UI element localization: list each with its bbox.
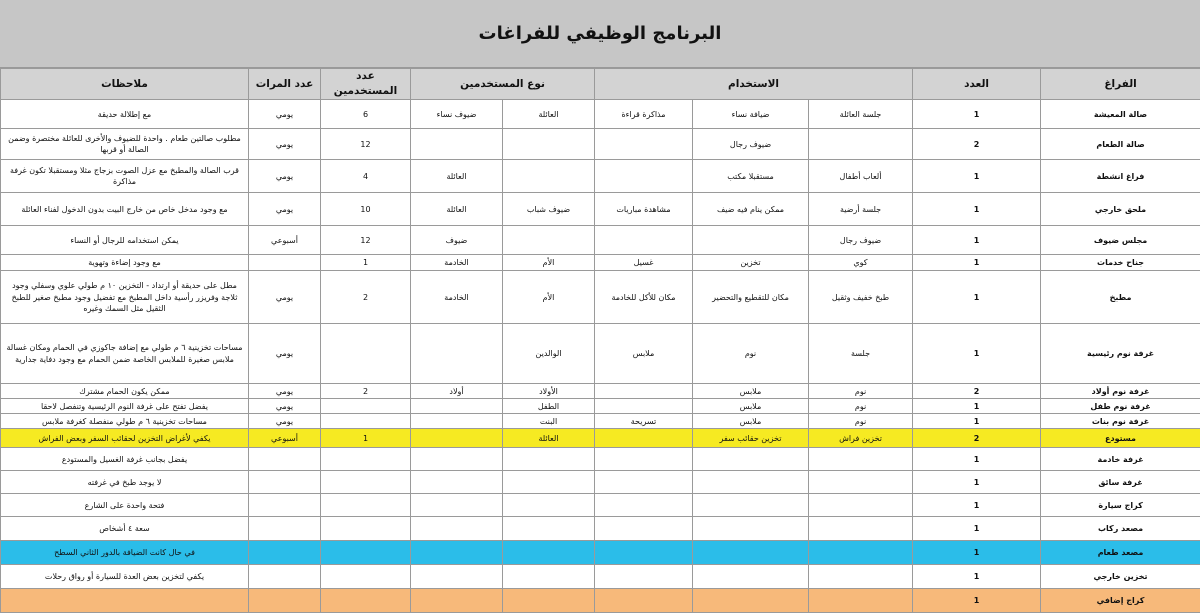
- count-cell: 1: [913, 589, 1041, 613]
- usage-cell: [595, 471, 693, 494]
- user-type-cell: الطفل: [503, 399, 595, 414]
- table-row: [1, 589, 1200, 613]
- count-cell: 1: [913, 399, 1041, 414]
- frequency-cell: [249, 448, 321, 471]
- user-count-cell: [321, 494, 411, 517]
- frequency-cell: يومي: [249, 271, 321, 324]
- header-user-count: عدد المستخدمين: [321, 69, 411, 100]
- user-type-cell: [503, 129, 595, 160]
- usage-cell: [693, 589, 809, 613]
- table-row: [1, 193, 1200, 226]
- space-cell: مصعد طعام: [1041, 541, 1200, 565]
- space-cell: غرفة خادمة: [1041, 448, 1200, 471]
- notes-cell: قرب الصالة والمطبخ مع عزل الصوت بزجاج مثلا ومستقبلا تكون غرفة مذاكرة: [1, 160, 249, 193]
- user-type-cell: [411, 565, 503, 589]
- table-row: [1, 160, 1200, 193]
- count-cell: 1: [913, 324, 1041, 384]
- usage-cell: [809, 471, 913, 494]
- usage-cell: ضيوف رجال: [809, 226, 913, 255]
- space-cell: جناح خدمات: [1041, 255, 1200, 271]
- user-count-cell: 1: [321, 429, 411, 448]
- usage-cell: [595, 589, 693, 613]
- space-cell: غرفة نوم رئيسية: [1041, 324, 1200, 384]
- notes-cell: [1, 589, 249, 613]
- usage-cell: ممكن ينام فيه ضيف: [693, 193, 809, 226]
- notes-cell: في حال كانت الضيافة بالدور الثاني السطح: [1, 541, 249, 565]
- usage-cell: جلسة أرضية: [809, 193, 913, 226]
- user-type-cell: [411, 494, 503, 517]
- title-banner: [0, 0, 1200, 68]
- frequency-cell: [249, 589, 321, 613]
- space-cell: غرفة سائق: [1041, 471, 1200, 494]
- user-type-cell: [503, 541, 595, 565]
- usage-cell: [595, 565, 693, 589]
- count-cell: 1: [913, 100, 1041, 129]
- user-count-cell: [321, 541, 411, 565]
- header-space: الفراغ: [1041, 69, 1200, 100]
- user-type-cell: [411, 471, 503, 494]
- table-row: [1, 129, 1200, 160]
- usage-cell: [595, 399, 693, 414]
- usage-cell: مكان للتقطيع والتحضير: [693, 271, 809, 324]
- user-count-cell: 1: [321, 255, 411, 271]
- space-cell: غرفة نوم أولاد: [1041, 384, 1200, 399]
- usage-cell: [595, 517, 693, 541]
- usage-cell: ضيافة نساء: [693, 100, 809, 129]
- header-user-type: نوع المستخدمين: [411, 69, 595, 100]
- user-type-cell: [503, 494, 595, 517]
- table-row: [1, 429, 1200, 448]
- usage-cell: مستقبلا مكتب: [693, 160, 809, 193]
- table-row: [1, 517, 1200, 541]
- frequency-cell: [249, 494, 321, 517]
- count-cell: 1: [913, 541, 1041, 565]
- frequency-cell: [249, 255, 321, 271]
- notes-cell: مع إطلالة حديقة: [1, 100, 249, 129]
- usage-cell: تسريحة: [595, 414, 693, 429]
- space-cell: مطبخ: [1041, 271, 1200, 324]
- header-notes: ملاحظات: [1, 69, 249, 100]
- space-cell: صالة الطعام: [1041, 129, 1200, 160]
- usage-cell: تخزين: [693, 255, 809, 271]
- user-type-cell: العائلة: [411, 193, 503, 226]
- usage-cell: مشاهدة مباريات: [595, 193, 693, 226]
- table-row: [1, 324, 1200, 384]
- usage-cell: [693, 448, 809, 471]
- user-type-cell: [411, 414, 503, 429]
- usage-cell: ألعاب أطفال: [809, 160, 913, 193]
- table-row: [1, 100, 1200, 129]
- usage-cell: [693, 517, 809, 541]
- user-count-cell: [321, 471, 411, 494]
- user-type-cell: [411, 448, 503, 471]
- user-type-cell: [503, 226, 595, 255]
- user-type-cell: الأم: [503, 271, 595, 324]
- user-count-cell: 12: [321, 226, 411, 255]
- usage-cell: [809, 541, 913, 565]
- user-type-cell: ضيوف نساء: [411, 100, 503, 129]
- user-type-cell: [411, 324, 503, 384]
- frequency-cell: يومي: [249, 193, 321, 226]
- count-cell: 1: [913, 414, 1041, 429]
- user-count-cell: 12: [321, 129, 411, 160]
- space-cell: مستودع: [1041, 429, 1200, 448]
- count-cell: 1: [913, 517, 1041, 541]
- usage-cell: ملابس: [693, 414, 809, 429]
- usage-cell: [693, 541, 809, 565]
- user-type-cell: الخادمة: [411, 255, 503, 271]
- header-count: العدد: [913, 69, 1041, 100]
- frequency-cell: أسبوعي: [249, 226, 321, 255]
- table-row: [1, 541, 1200, 565]
- user-type-cell: [503, 448, 595, 471]
- user-type-cell: العائلة: [503, 429, 595, 448]
- count-cell: 1: [913, 193, 1041, 226]
- usage-cell: جلسة: [809, 324, 913, 384]
- frequency-cell: [249, 565, 321, 589]
- notes-cell: ممكن يكون الحمام مشترك: [1, 384, 249, 399]
- usage-cell: مذاكرة قراءة: [595, 100, 693, 129]
- user-type-cell: الخادمة: [411, 271, 503, 324]
- user-count-cell: [321, 414, 411, 429]
- count-cell: 1: [913, 494, 1041, 517]
- count-cell: 1: [913, 160, 1041, 193]
- frequency-cell: يومي: [249, 384, 321, 399]
- user-type-cell: [503, 565, 595, 589]
- notes-cell: مساحات تخزينية ٦ م طولي منفصلة كغرفة ملابس: [1, 414, 249, 429]
- usage-cell: [693, 226, 809, 255]
- table-row: [1, 414, 1200, 429]
- usage-cell: ضيوف رجال: [693, 129, 809, 160]
- user-type-cell: [503, 471, 595, 494]
- count-cell: 1: [913, 448, 1041, 471]
- table-row: [1, 565, 1200, 589]
- count-cell: 2: [913, 129, 1041, 160]
- user-count-cell: [321, 399, 411, 414]
- user-type-cell: [411, 129, 503, 160]
- frequency-cell: يومي: [249, 160, 321, 193]
- notes-cell: يمكن استخدامه للرجال أو النساء: [1, 226, 249, 255]
- user-count-cell: [321, 448, 411, 471]
- count-cell: 2: [913, 384, 1041, 399]
- space-cell: مجلس ضيوف: [1041, 226, 1200, 255]
- usage-cell: [809, 129, 913, 160]
- user-type-cell: أولاد: [411, 384, 503, 399]
- count-cell: 1: [913, 271, 1041, 324]
- usage-cell: [595, 448, 693, 471]
- user-type-cell: ضيوف شباب: [503, 193, 595, 226]
- table-row: [1, 448, 1200, 471]
- usage-cell: نوم: [809, 384, 913, 399]
- usage-cell: ملابس: [693, 384, 809, 399]
- user-count-cell: [321, 324, 411, 384]
- user-type-cell: الوالدين: [503, 324, 595, 384]
- usage-cell: ملابس: [595, 324, 693, 384]
- notes-cell: مساحات تخزينية ٦ م طولي مع إضافة جاكوزي في الحمام ومكان غسالة ملابس صغيرة للملابس الخاصة ضمن الحمام مع وجود دفاية جدارية: [1, 324, 249, 384]
- usage-cell: [809, 448, 913, 471]
- frequency-cell: يومي: [249, 129, 321, 160]
- usage-cell: جلسة العائلة: [809, 100, 913, 129]
- count-cell: 1: [913, 471, 1041, 494]
- notes-cell: مع وجود مدخل خاص من خارج البيت بدون الدخول لفناء العائلة: [1, 193, 249, 226]
- table-row: [1, 384, 1200, 399]
- usage-cell: ملابس: [693, 399, 809, 414]
- notes-cell: مع وجود إضاءة وتهوية: [1, 255, 249, 271]
- space-cell: غرفة نوم طفل: [1041, 399, 1200, 414]
- count-cell: 1: [913, 226, 1041, 255]
- user-type-cell: الأم: [503, 255, 595, 271]
- frequency-cell: يومي: [249, 414, 321, 429]
- notes-cell: فتحة واحدة على الشارع: [1, 494, 249, 517]
- notes-cell: مطل على حديقة أو ارتداد - التخزين ١٠ م طولي علوي وسفلي وجود ثلاجة وفريزر رأسية داخل المطبخ مع تفضيل وجود مطبخ صغير للطبخ الثقيل مثل السمك وغيره: [1, 271, 249, 324]
- space-cell: كراج إضافي: [1041, 589, 1200, 613]
- user-count-cell: [321, 565, 411, 589]
- usage-cell: كوي: [809, 255, 913, 271]
- usage-cell: [809, 565, 913, 589]
- user-type-cell: [411, 589, 503, 613]
- user-type-cell: الأولاد: [503, 384, 595, 399]
- frequency-cell: [249, 541, 321, 565]
- user-count-cell: 4: [321, 160, 411, 193]
- table-row: [1, 399, 1200, 414]
- notes-cell: يكفي لتخزين بعض العدة للسيارة أو رواق رحلات: [1, 565, 249, 589]
- notes-cell: يفضل بجانب غرفة الغسيل والمستودع: [1, 448, 249, 471]
- header-frequency: عدد المرات: [249, 69, 321, 100]
- usage-cell: [595, 384, 693, 399]
- user-count-cell: 2: [321, 271, 411, 324]
- usage-cell: [595, 160, 693, 193]
- user-type-cell: [503, 517, 595, 541]
- frequency-cell: يومي: [249, 100, 321, 129]
- user-type-cell: البنت: [503, 414, 595, 429]
- usage-cell: [809, 517, 913, 541]
- user-count-cell: [321, 517, 411, 541]
- notes-cell: لا يوجد طبخ في غرفته: [1, 471, 249, 494]
- space-cell: صالة المعيشة: [1041, 100, 1200, 129]
- user-type-cell: [411, 517, 503, 541]
- notes-cell: مطلوب صالتين طعام . واحدة للضيوف والأخرى للعائلة مختصرة وضمن الصالة أو قربها: [1, 129, 249, 160]
- usage-cell: [693, 494, 809, 517]
- count-cell: 1: [913, 255, 1041, 271]
- space-cell: ملحق خارجي: [1041, 193, 1200, 226]
- usage-cell: [693, 471, 809, 494]
- usage-cell: نوم: [693, 324, 809, 384]
- user-count-cell: 2: [321, 384, 411, 399]
- frequency-cell: [249, 517, 321, 541]
- notes-cell: يكفي لأغراض التخزين لحقائب السفر وبعض الفراش: [1, 429, 249, 448]
- table-body: [1, 100, 1200, 613]
- user-type-cell: [503, 589, 595, 613]
- user-count-cell: 6: [321, 100, 411, 129]
- notes-cell: يفضل تفتح على غرفة النوم الرئيسية وتنفصل لاحقا: [1, 399, 249, 414]
- user-type-cell: [411, 429, 503, 448]
- frequency-cell: يومي: [249, 324, 321, 384]
- user-type-cell: ضيوف: [411, 226, 503, 255]
- count-cell: 2: [913, 429, 1041, 448]
- space-cell: مصعد ركاب: [1041, 517, 1200, 541]
- table-row: [1, 494, 1200, 517]
- header-usage: الاستخدام: [595, 69, 913, 100]
- frequency-cell: يومي: [249, 399, 321, 414]
- usage-cell: تخزين حقائب سفر: [693, 429, 809, 448]
- space-cell: غرفة نوم بنات: [1041, 414, 1200, 429]
- user-type-cell: [503, 160, 595, 193]
- usage-cell: [809, 494, 913, 517]
- space-cell: فراغ انشطة: [1041, 160, 1200, 193]
- usage-cell: [693, 565, 809, 589]
- space-cell: تخزين خارجي: [1041, 565, 1200, 589]
- usage-cell: [595, 226, 693, 255]
- header-row: [1, 69, 1200, 100]
- frequency-cell: أسبوعي: [249, 429, 321, 448]
- space-cell: كراج سيارة: [1041, 494, 1200, 517]
- spaces-table: [0, 68, 1200, 613]
- usage-cell: طبخ خفيف وثقيل: [809, 271, 913, 324]
- table-row: [1, 471, 1200, 494]
- count-cell: 1: [913, 565, 1041, 589]
- user-count-cell: 10: [321, 193, 411, 226]
- user-type-cell: [411, 541, 503, 565]
- table-row: [1, 255, 1200, 271]
- usage-cell: [595, 429, 693, 448]
- page-title: البرنامج الوظيفي للفراغات: [479, 23, 722, 44]
- usage-cell: نوم: [809, 414, 913, 429]
- table-row: [1, 271, 1200, 324]
- user-type-cell: العائلة: [503, 100, 595, 129]
- user-type-cell: العائلة: [411, 160, 503, 193]
- notes-cell: سعة ٤ أشخاص: [1, 517, 249, 541]
- user-count-cell: [321, 589, 411, 613]
- table-row: [1, 226, 1200, 255]
- usage-cell: تخزين فراش: [809, 429, 913, 448]
- usage-cell: [809, 589, 913, 613]
- frequency-cell: [249, 471, 321, 494]
- usage-cell: نوم: [809, 399, 913, 414]
- user-type-cell: [411, 399, 503, 414]
- usage-cell: غسيل: [595, 255, 693, 271]
- usage-cell: [595, 129, 693, 160]
- usage-cell: مكان للأكل للخادمة: [595, 271, 693, 324]
- usage-cell: [595, 541, 693, 565]
- usage-cell: [595, 494, 693, 517]
